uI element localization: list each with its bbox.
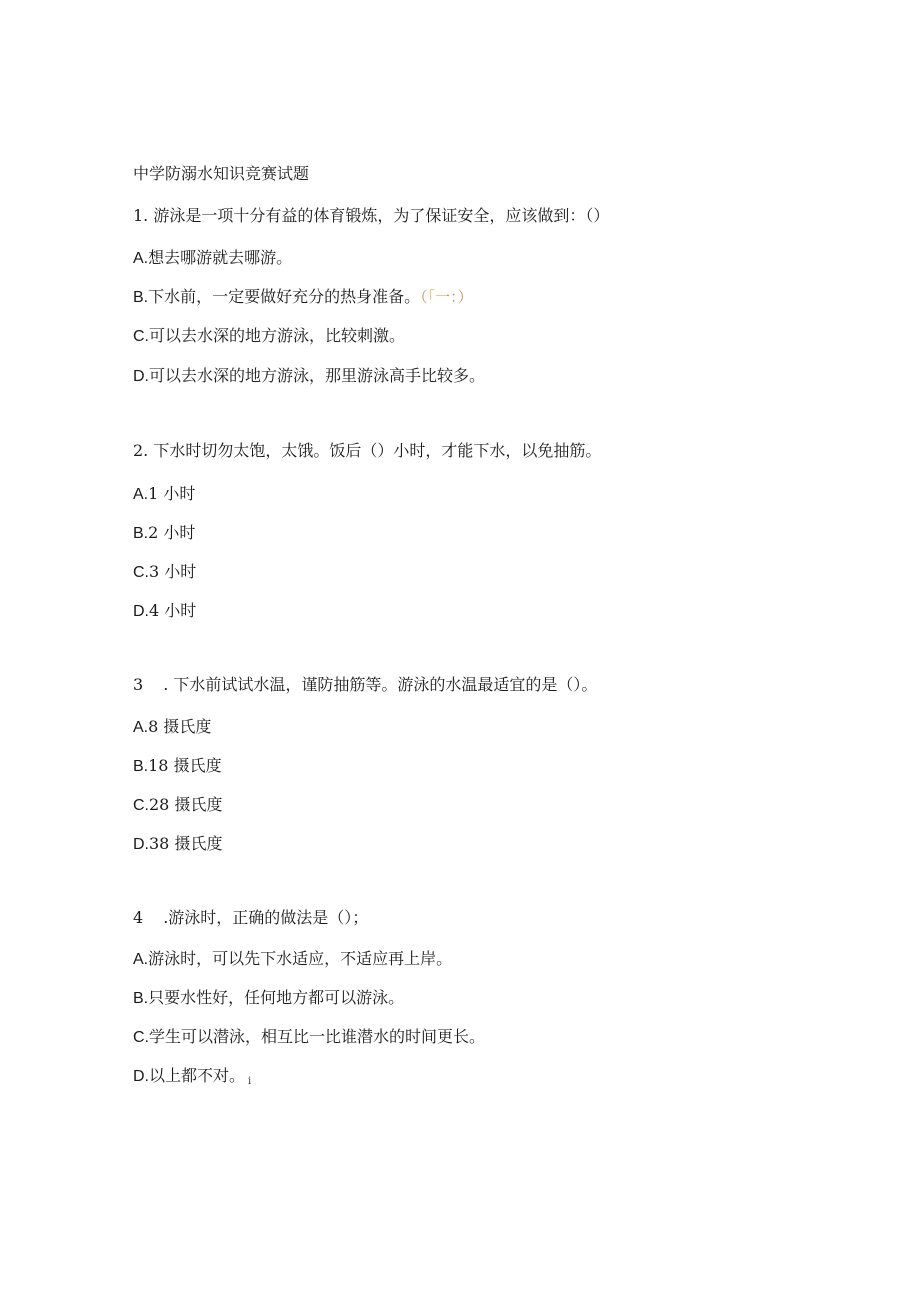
question-4-option-d — [133, 1066, 251, 1092]
option-text: 38 摄氏度 — [149, 834, 223, 853]
question-4-option-a — [133, 949, 452, 970]
option-text: 28 摄氏度 — [149, 795, 223, 814]
stray-mark: i — [248, 1076, 252, 1087]
option-text: 可以去水深的地方游泳，那里游泳高手比较多。 — [149, 366, 486, 385]
option-text: 4 小时 — [149, 601, 197, 620]
option-text: 以上都不对。 — [149, 1066, 246, 1085]
option-letter: B. — [133, 990, 149, 1007]
question-4-option-b — [133, 988, 404, 1009]
question-2-option-d — [133, 601, 196, 622]
option-letter: C. — [133, 1029, 149, 1046]
option-text: 学生可以潜泳，相互比一比谁潜水的时间更长。 — [149, 1027, 486, 1046]
option-letter: A. — [133, 951, 149, 968]
question-4-stem — [133, 908, 368, 928]
option-text: 想去哪游就去哪游。 — [148, 248, 293, 267]
option-text: 下水前，一定要做好充分的热身准备。 — [148, 287, 421, 306]
option-text: 18 摄氏度 — [148, 756, 222, 775]
option-letter: B. — [133, 289, 149, 306]
question-1-option-d — [133, 366, 485, 387]
option-text: 游泳时，可以先下水适应，不适应再上岸。 — [148, 949, 453, 968]
option-text: 1 小时 — [148, 484, 196, 503]
option-text: 可以去水深的地方游泳，比较刺激。 — [149, 326, 406, 345]
option-letter: B. — [133, 525, 149, 542]
question-text: .游泳时，正确的做法是（）； — [163, 908, 369, 927]
question-2-option-a — [133, 484, 195, 505]
option-letter: D. — [133, 603, 149, 620]
page-title: 中学防溺水知识竞赛试题 — [133, 164, 310, 183]
question-text: . 下水前试试水温，谨防抽筋等。游泳的水温最适宜的是（）。 — [163, 675, 598, 694]
question-2-option-c — [133, 562, 196, 583]
question-2-option-b — [133, 523, 195, 544]
option-letter: D. — [133, 1068, 149, 1085]
option-letter: A. — [133, 486, 149, 503]
question-3-option-a — [133, 717, 211, 738]
question-2-stem: 2. 下水时切勿太饱，太饿。饭后（）小时，才能下水，以免抽筋。 — [133, 441, 602, 460]
option-letter: B. — [133, 758, 149, 775]
question-1-option-b — [133, 287, 473, 308]
option-text: 只要水性好，任何地方都可以游泳。 — [148, 988, 405, 1007]
question-1-option-a — [133, 248, 292, 269]
question-3-option-c — [133, 795, 222, 816]
handwritten-note: （「一：） — [420, 288, 473, 306]
option-letter: C. — [133, 564, 149, 581]
option-text: 2 小时 — [148, 523, 196, 542]
question-3-stem — [133, 675, 597, 695]
question-1-stem: 1. 游泳是一项十分有益的体育锻炼，为了保证安全，应该做到：（） — [133, 206, 610, 225]
option-letter: D. — [133, 836, 149, 853]
question-number: 3 — [133, 675, 144, 694]
option-letter: C. — [133, 797, 149, 814]
question-4-option-c — [133, 1027, 485, 1048]
question-1-option-c — [133, 326, 405, 347]
question-3-option-b — [133, 756, 222, 777]
option-letter: D. — [133, 368, 149, 385]
option-letter: A. — [133, 250, 149, 267]
option-text: 3 小时 — [149, 562, 197, 581]
question-3-option-d — [133, 834, 222, 855]
option-letter: C. — [133, 328, 149, 345]
option-letter: A. — [133, 719, 149, 736]
option-text: 8 摄氏度 — [148, 717, 212, 736]
question-number: 4 — [133, 908, 144, 927]
